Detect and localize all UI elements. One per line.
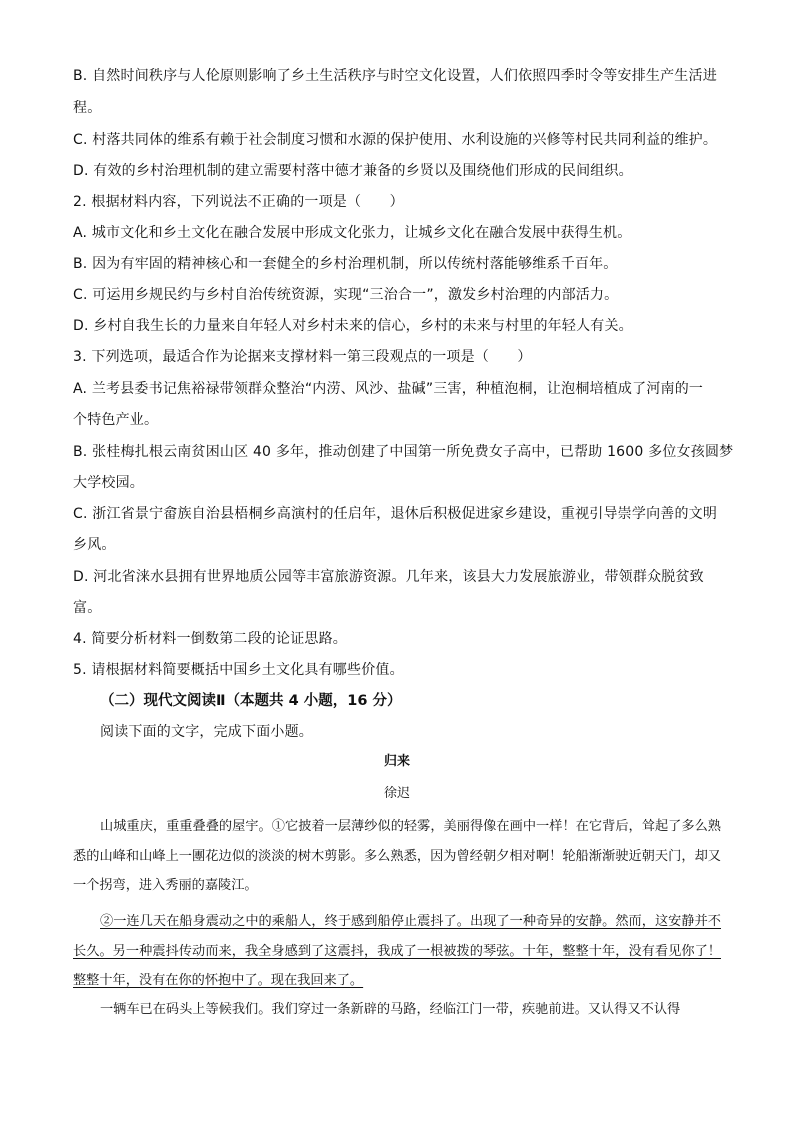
q5-stem: 5. 请根据材料简要概括中国乡土文化具有哪些价值。 xyxy=(73,662,404,678)
passage-paragraph-1: 山城重庆，重重叠叠的屋宇。①它披着一层薄纱似的轻雾，美丽得像在画中一样！在它背后，耸起了多么熟悉的山峰和山峰上一團花边似的淡淡的树木剪影。多么熟悉，因为曾经朝夕相对啊！轮船渐渐驶近朝天门，却又一个拐弯，进入秀丽的嘉陵江。 xyxy=(73,819,721,893)
q3-option-c-line1: C. 浙江省景宁畲族自治县梧桐乡高演村的任启年，退休后积极促进家乡建设，重视引导崇学向善的文明 xyxy=(73,506,718,522)
q1-option-c: C. 村落共同体的维系有赖于社会制度习惯和水源的保护使用、水利设施的兴修等村民共同利益的维护。 xyxy=(73,132,718,148)
q3-option-a-line2: 个特色产业。 xyxy=(73,412,159,428)
q2-option-d: D. 乡村自我生长的力量来自年轻人对乡村未来的信心，乡村的未来与村里的年轻人有关。 xyxy=(73,318,633,334)
q2-stem: 2. 根据材料内容，下列说法不正确的一项是（ ） xyxy=(73,194,404,210)
q3-option-c-line2: 乡风。 xyxy=(73,537,116,553)
q4-stem: 4. 简要分析材料一倒数第二段的论证思路。 xyxy=(73,631,348,647)
q3-option-a-line1: A. 兰考县委书记焦裕禄带领群众整治“内涝、风沙、盐碱”三害，种植泡桐，让泡桐培植成了河南的一 xyxy=(73,381,704,397)
q1-option-b-line1: B. 自然时间秩序与人伦原则影响了乡土生活秩序与时空文化设置，人们依照四季时令等安排生产生活进 xyxy=(73,68,717,84)
q3-option-d-line2: 富。 xyxy=(73,600,102,616)
section2-heading: （二）现代文阅读Ⅱ（本题共 4 小题，16 分） xyxy=(100,693,402,709)
q3-option-b-line2: 大学校园。 xyxy=(73,475,144,491)
q2-option-a: A. 城市文化和乡土文化在融合发展中形成文化张力，让城乡文化在融合发展中获得生机。 xyxy=(73,225,632,241)
q1-option-b-line2: 程。 xyxy=(73,100,102,116)
passage-paragraph-3: 一辆车已在码头上等候我们。我们穿过一条新辟的马路，经临江门一带，疾驰前进。又认得又不认得 xyxy=(100,1002,681,1017)
q3-stem: 3. 下列选项，最适合作为论据来支撑材料一第三段观点的一项是（ ） xyxy=(73,349,532,365)
passage-paragraph-2: ②一连几天在船身震动之中的乘船人，终于感到船停止震抖了。出现了一种奇异的安静。然而，这安静并不长久。另一种震抖传动而来，我全身感到了这震抖，我成了一根被拨的琴弦。十年，整整十年，没有看见你了！整整十年，没有在你的怀抱中了。现在我回来了。 xyxy=(73,914,721,988)
section2-instruction: 阅读下面的文字，完成下面小题。 xyxy=(100,724,313,740)
passage-author: 徐迟 xyxy=(383,786,410,801)
q3-option-d-line1: D. 河北省涞水县拥有世界地质公园等丰富旅游资源。几年来，该县大力发展旅游业，带领群众脱贫致 xyxy=(73,569,704,585)
q2-option-c: C. 可运用乡规民约与乡村自治传统资源，实现“三治合一”，激发乡村治理的内部活力。 xyxy=(73,287,619,303)
q1-option-d: D. 有效的乡村治理机制的建立需要村落中德才兼备的乡贤以及围绕他们形成的民间组织。 xyxy=(73,163,633,179)
passage-title: 归来 xyxy=(383,754,410,769)
q3-option-b-line1: B. 张桂梅扎根云南贫困山区 40 多年，推动创建了中国第一所免费女子高中，已帮助 1600 多位女孩圆梦 xyxy=(73,444,734,460)
q2-option-b: B. 因为有牢固的精神核心和一套健全的乡村治理机制，所以传统村落能够维系千百年。 xyxy=(73,256,618,272)
